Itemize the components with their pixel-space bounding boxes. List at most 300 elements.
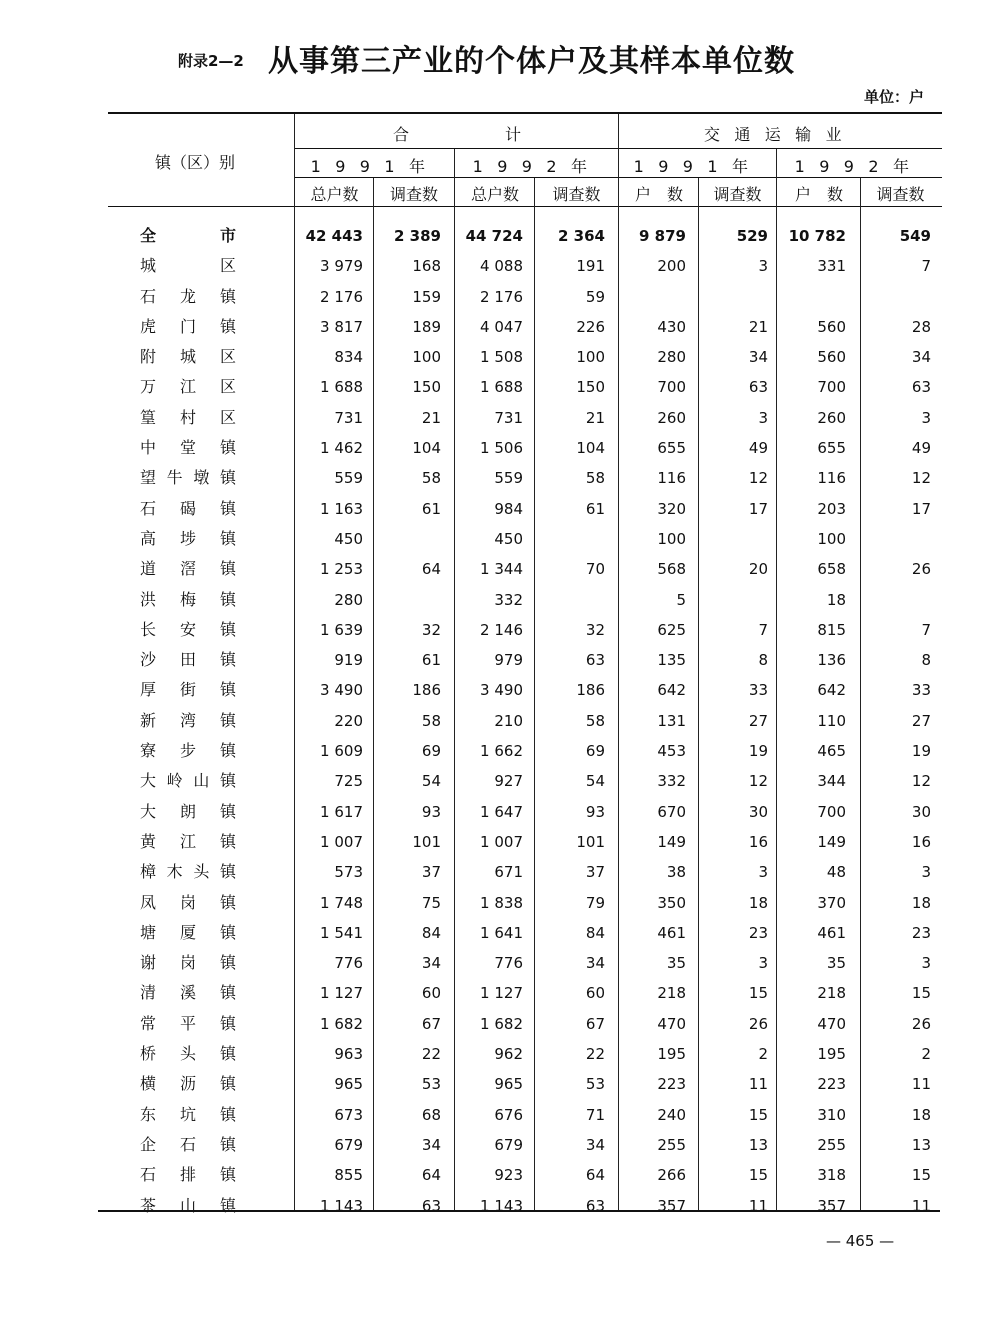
cell-s92: 70 bbox=[585, 560, 605, 579]
table-row bbox=[108, 1069, 940, 1099]
cell-h92: 700 bbox=[817, 802, 846, 821]
cell-v92: 2 bbox=[921, 1045, 931, 1064]
cell-s92: 37 bbox=[585, 863, 605, 882]
cell-v92: 16 bbox=[911, 832, 931, 851]
cell-s91: 69 bbox=[421, 742, 441, 761]
cell-s92: 2 364 bbox=[558, 227, 605, 245]
table-row bbox=[108, 766, 940, 796]
cell-h92: 48 bbox=[826, 863, 846, 882]
cell-h91: 35 bbox=[666, 954, 686, 973]
cell-h92: 100 bbox=[817, 529, 846, 548]
subheader-survey-1991: 调查数 bbox=[389, 185, 438, 204]
cell-s92: 191 bbox=[576, 257, 605, 276]
row-name: 大 岭 山 镇 bbox=[140, 771, 236, 791]
cell-h91: 260 bbox=[657, 408, 686, 427]
appendix-tag: 附录2—2 bbox=[178, 52, 244, 70]
year-header-total-1991: 1991年 bbox=[310, 157, 440, 176]
cell-h91: 700 bbox=[657, 378, 686, 397]
table-row bbox=[108, 888, 940, 918]
cell-v92: 7 bbox=[921, 257, 931, 276]
cell-v91: 3 bbox=[758, 257, 768, 276]
cell-v92: 12 bbox=[911, 772, 931, 791]
cell-h92: 465 bbox=[817, 742, 846, 761]
cell-t91: 1 682 bbox=[320, 1014, 363, 1033]
cell-v92: 17 bbox=[911, 499, 931, 518]
cell-s92: 32 bbox=[585, 620, 605, 639]
cell-t91: 1 748 bbox=[320, 893, 363, 912]
table-row bbox=[108, 554, 940, 584]
cell-v92: 27 bbox=[911, 711, 931, 730]
cell-s91: 67 bbox=[421, 1014, 441, 1033]
table-row bbox=[108, 312, 940, 342]
cell-v92: 12 bbox=[911, 469, 931, 488]
cell-s91: 100 bbox=[412, 348, 441, 367]
cell-h91: 430 bbox=[657, 317, 686, 336]
row-name: 大 朗 镇 bbox=[140, 801, 236, 821]
cell-v92: 15 bbox=[911, 1166, 931, 1185]
table-row bbox=[108, 736, 940, 766]
table-row bbox=[108, 433, 940, 463]
cell-s92: 104 bbox=[576, 439, 605, 458]
cell-t91: 1 541 bbox=[320, 923, 363, 942]
cell-s91: 22 bbox=[421, 1045, 441, 1064]
cell-h92: 116 bbox=[817, 469, 846, 488]
cell-s91: 61 bbox=[421, 499, 441, 518]
row-name: 厚 街 镇 bbox=[140, 680, 236, 700]
cell-v91: 26 bbox=[748, 1014, 768, 1033]
cell-v92: 549 bbox=[899, 227, 931, 245]
cell-t91: 1 617 bbox=[320, 802, 363, 821]
cell-t92: 1 662 bbox=[480, 742, 523, 761]
cell-s92: 54 bbox=[585, 772, 605, 791]
cell-t92: 1 127 bbox=[480, 984, 523, 1003]
cell-t91: 559 bbox=[334, 469, 363, 488]
cell-t91: 3 817 bbox=[320, 317, 363, 336]
cell-t92: 4 088 bbox=[480, 257, 523, 276]
table-row bbox=[108, 1039, 940, 1069]
row-name: 常 平 镇 bbox=[140, 1013, 236, 1033]
cell-h92: 655 bbox=[817, 439, 846, 458]
cell-v91: 20 bbox=[748, 560, 768, 579]
table-row bbox=[108, 463, 940, 493]
cell-h91: 131 bbox=[657, 711, 686, 730]
cell-h92: 318 bbox=[817, 1166, 846, 1185]
cell-v92: 30 bbox=[911, 802, 931, 821]
row-name: 虎 门 镇 bbox=[140, 316, 236, 336]
row-name: 沙 田 镇 bbox=[140, 650, 236, 670]
cell-h91: 332 bbox=[657, 772, 686, 791]
cell-v92: 8 bbox=[921, 651, 931, 670]
cell-v91 bbox=[698, 282, 768, 312]
cell-h91: 116 bbox=[657, 469, 686, 488]
row-name: 黄 江 镇 bbox=[140, 831, 236, 851]
cell-h92: 331 bbox=[817, 257, 846, 276]
cell-v92 bbox=[861, 524, 931, 554]
row-name: 城 区 bbox=[140, 256, 236, 276]
cell-h91: 453 bbox=[657, 742, 686, 761]
cell-s92: 150 bbox=[576, 378, 605, 397]
cell-s91: 64 bbox=[421, 560, 441, 579]
row-name: 东 坑 镇 bbox=[140, 1104, 236, 1124]
cell-v92: 26 bbox=[911, 1014, 931, 1033]
cell-h92: 260 bbox=[817, 408, 846, 427]
cell-s91: 64 bbox=[421, 1166, 441, 1185]
cell-v91: 49 bbox=[748, 439, 768, 458]
cell-v91: 16 bbox=[748, 832, 768, 851]
cell-h91: 223 bbox=[657, 1075, 686, 1094]
cell-h91: 320 bbox=[657, 499, 686, 518]
cell-t92: 1 641 bbox=[480, 923, 523, 942]
cell-v91: 12 bbox=[748, 772, 768, 791]
cell-s91: 186 bbox=[412, 681, 441, 700]
cell-t91: 855 bbox=[334, 1166, 363, 1185]
cell-t91: 450 bbox=[334, 529, 363, 548]
row-name: 新 湾 镇 bbox=[140, 710, 236, 730]
row-name: 高 埗 镇 bbox=[140, 528, 236, 548]
cell-v91: 34 bbox=[748, 348, 768, 367]
cell-s92: 59 bbox=[585, 287, 605, 306]
cell-v91: 3 bbox=[758, 408, 768, 427]
cell-t92: 731 bbox=[494, 408, 523, 427]
cell-s91: 75 bbox=[421, 893, 441, 912]
cell-t91: 1 253 bbox=[320, 560, 363, 579]
cell-h92: 344 bbox=[817, 772, 846, 791]
cell-v91 bbox=[698, 524, 768, 554]
table-row bbox=[108, 857, 940, 887]
cell-h91: 218 bbox=[657, 984, 686, 1003]
cell-t92: 1 143 bbox=[480, 1196, 523, 1215]
cell-t92: 332 bbox=[494, 590, 523, 609]
cell-t91: 3 490 bbox=[320, 681, 363, 700]
row-name: 石 排 镇 bbox=[140, 1165, 236, 1185]
cell-t91: 673 bbox=[334, 1105, 363, 1124]
cell-s91: 53 bbox=[421, 1075, 441, 1094]
cell-t92: 965 bbox=[494, 1075, 523, 1094]
cell-t92: 1 688 bbox=[480, 378, 523, 397]
cell-s92: 100 bbox=[576, 348, 605, 367]
cell-v91: 529 bbox=[736, 227, 768, 245]
cell-v91: 11 bbox=[748, 1075, 768, 1094]
cell-s92: 93 bbox=[585, 802, 605, 821]
year-header-transport-1992: 1992年 bbox=[794, 157, 924, 176]
row-name: 篁 村 区 bbox=[140, 407, 236, 427]
row-name: 清 溪 镇 bbox=[140, 983, 236, 1003]
table-row bbox=[108, 251, 940, 281]
table-row bbox=[108, 494, 940, 524]
cell-h92: 223 bbox=[817, 1075, 846, 1094]
row-name: 望 牛 墩 镇 bbox=[140, 468, 236, 488]
cell-t91: 1 609 bbox=[320, 742, 363, 761]
cell-h92: 370 bbox=[817, 893, 846, 912]
cell-t91: 42 443 bbox=[305, 227, 363, 245]
cell-t92: 1 682 bbox=[480, 1014, 523, 1033]
cell-t91: 1 143 bbox=[320, 1196, 363, 1215]
cell-v92: 19 bbox=[911, 742, 931, 761]
cell-t92: 1 007 bbox=[480, 832, 523, 851]
cell-t91: 776 bbox=[334, 954, 363, 973]
row-name: 企 石 镇 bbox=[140, 1134, 236, 1154]
cell-s92: 226 bbox=[576, 317, 605, 336]
cell-v92: 15 bbox=[911, 984, 931, 1003]
cell-s92: 34 bbox=[585, 1135, 605, 1154]
cell-v92: 11 bbox=[911, 1196, 931, 1215]
cell-s91: 58 bbox=[421, 469, 441, 488]
cell-v92: 13 bbox=[911, 1135, 931, 1154]
cell-v91 bbox=[698, 585, 768, 615]
cell-t92: 962 bbox=[494, 1045, 523, 1064]
subheader-survey-transport-1992: 调查数 bbox=[876, 185, 925, 204]
cell-h92: 203 bbox=[817, 499, 846, 518]
cell-h91: 255 bbox=[657, 1135, 686, 1154]
cell-t92: 2 176 bbox=[480, 287, 523, 306]
cell-t91: 965 bbox=[334, 1075, 363, 1094]
cell-s91 bbox=[371, 585, 441, 615]
cell-t91: 573 bbox=[334, 863, 363, 882]
subheader-households-transport-1992: 户 数 bbox=[794, 185, 843, 204]
cell-s91: 34 bbox=[421, 954, 441, 973]
cell-h91: 655 bbox=[657, 439, 686, 458]
cell-v91: 3 bbox=[758, 954, 768, 973]
cell-v92 bbox=[861, 282, 931, 312]
cell-v91: 63 bbox=[748, 378, 768, 397]
cell-h91: 280 bbox=[657, 348, 686, 367]
row-name: 谢 岗 镇 bbox=[140, 953, 236, 973]
cell-h91: 670 bbox=[657, 802, 686, 821]
row-name: 樟 木 头 镇 bbox=[140, 862, 236, 882]
cell-t91: 1 688 bbox=[320, 378, 363, 397]
cell-t92: 1 506 bbox=[480, 439, 523, 458]
cell-s92 bbox=[535, 524, 605, 554]
cell-v91: 7 bbox=[758, 620, 768, 639]
cell-v92: 3 bbox=[921, 954, 931, 973]
cell-s91: 150 bbox=[412, 378, 441, 397]
cell-t91: 834 bbox=[334, 348, 363, 367]
row-name: 石 碣 镇 bbox=[140, 498, 236, 518]
cell-h92: 357 bbox=[817, 1196, 846, 1215]
cell-v91: 3 bbox=[758, 863, 768, 882]
cell-t91: 963 bbox=[334, 1045, 363, 1064]
cell-s91: 104 bbox=[412, 439, 441, 458]
cell-v91: 23 bbox=[748, 923, 768, 942]
table-row bbox=[108, 1100, 940, 1130]
cell-t91: 3 979 bbox=[320, 257, 363, 276]
cell-s92: 69 bbox=[585, 742, 605, 761]
cell-s91: 189 bbox=[412, 317, 441, 336]
group-header-transport: 交通运输业 bbox=[703, 125, 856, 144]
row-name: 茶 山 镇 bbox=[140, 1195, 236, 1215]
cell-h92: 110 bbox=[817, 711, 846, 730]
title-block bbox=[172, 34, 932, 82]
cell-s92: 79 bbox=[585, 893, 605, 912]
cell-s92: 21 bbox=[585, 408, 605, 427]
cell-s91: 159 bbox=[412, 287, 441, 306]
cell-v91: 15 bbox=[748, 984, 768, 1003]
cell-t92: 4 047 bbox=[480, 317, 523, 336]
cell-t92: 559 bbox=[494, 469, 523, 488]
cell-v92: 63 bbox=[911, 378, 931, 397]
cell-h91: 135 bbox=[657, 651, 686, 670]
subheader-survey-transport-1991: 调查数 bbox=[713, 185, 762, 204]
cell-t91: 1 007 bbox=[320, 832, 363, 851]
cell-s92: 58 bbox=[585, 711, 605, 730]
cell-h91: 5 bbox=[676, 590, 686, 609]
cell-s92: 60 bbox=[585, 984, 605, 1003]
cell-h92: 461 bbox=[817, 923, 846, 942]
row-name: 寮 步 镇 bbox=[140, 741, 236, 761]
page-title: 从事第三产业的个体户及其样本单位数 bbox=[268, 44, 795, 79]
year-header-total-1992: 1992年 bbox=[472, 157, 602, 176]
cell-h92: 700 bbox=[817, 378, 846, 397]
cell-s91: 60 bbox=[421, 984, 441, 1003]
table-row bbox=[108, 978, 940, 1008]
cell-v92: 23 bbox=[911, 923, 931, 942]
cell-h91: 195 bbox=[657, 1045, 686, 1064]
group-header-total: 合 计 bbox=[392, 125, 521, 144]
cell-v92: 28 bbox=[911, 317, 931, 336]
cell-t91: 1 163 bbox=[320, 499, 363, 518]
cell-h92: 658 bbox=[817, 560, 846, 579]
cell-s91: 37 bbox=[421, 863, 441, 882]
cell-s91: 34 bbox=[421, 1135, 441, 1154]
cell-t91: 280 bbox=[334, 590, 363, 609]
cell-t92: 776 bbox=[494, 954, 523, 973]
cell-h92: 310 bbox=[817, 1105, 846, 1124]
cell-h92: 560 bbox=[817, 317, 846, 336]
cell-v91: 18 bbox=[748, 893, 768, 912]
table-row bbox=[108, 585, 940, 615]
cell-t92: 676 bbox=[494, 1105, 523, 1124]
table-row bbox=[108, 948, 940, 978]
cell-h92: 255 bbox=[817, 1135, 846, 1154]
cell-t92: 923 bbox=[494, 1166, 523, 1185]
cell-h92: 642 bbox=[817, 681, 846, 700]
cell-v91: 27 bbox=[748, 711, 768, 730]
cell-t91: 1 639 bbox=[320, 620, 363, 639]
table-row bbox=[108, 797, 940, 827]
cell-h91: 350 bbox=[657, 893, 686, 912]
cell-v92: 3 bbox=[921, 863, 931, 882]
cell-v92: 7 bbox=[921, 620, 931, 639]
cell-t92: 671 bbox=[494, 863, 523, 882]
cell-v92: 49 bbox=[911, 439, 931, 458]
cell-h91: 470 bbox=[657, 1014, 686, 1033]
row-name: 塘 厦 镇 bbox=[140, 922, 236, 942]
table-row bbox=[108, 524, 940, 554]
table-row bbox=[108, 615, 940, 645]
table-row bbox=[108, 372, 940, 402]
cell-v91: 12 bbox=[748, 469, 768, 488]
cell-v91: 15 bbox=[748, 1105, 768, 1124]
cell-h91: 38 bbox=[666, 863, 686, 882]
cell-v91: 11 bbox=[748, 1196, 768, 1215]
cell-v92: 18 bbox=[911, 1105, 931, 1124]
table-body bbox=[108, 221, 940, 1221]
cell-h92: 195 bbox=[817, 1045, 846, 1064]
cell-t92: 1 647 bbox=[480, 802, 523, 821]
cell-h91: 642 bbox=[657, 681, 686, 700]
table-row bbox=[108, 827, 940, 857]
row-name: 道 滘 镇 bbox=[140, 559, 236, 579]
cell-h91 bbox=[616, 282, 686, 312]
cell-s92: 58 bbox=[585, 469, 605, 488]
cell-v91: 17 bbox=[748, 499, 768, 518]
row-name: 全 市 bbox=[140, 226, 236, 245]
cell-s91: 54 bbox=[421, 772, 441, 791]
table-row bbox=[108, 1191, 940, 1221]
cell-t91: 1 462 bbox=[320, 439, 363, 458]
table-row bbox=[108, 918, 940, 948]
table-row bbox=[108, 282, 940, 312]
cell-t92: 1 838 bbox=[480, 893, 523, 912]
row-header-label: 镇（区）别 bbox=[154, 153, 235, 172]
row-name: 中 堂 镇 bbox=[140, 438, 236, 458]
cell-h92: 815 bbox=[817, 620, 846, 639]
cell-s92: 71 bbox=[585, 1105, 605, 1124]
table-row bbox=[108, 403, 940, 433]
cell-s92: 84 bbox=[585, 923, 605, 942]
cell-t92: 3 490 bbox=[480, 681, 523, 700]
cell-s91: 21 bbox=[421, 408, 441, 427]
table-row bbox=[108, 706, 940, 736]
cell-s92: 63 bbox=[585, 1196, 605, 1215]
cell-v91: 2 bbox=[758, 1045, 768, 1064]
page-number: — 465 — bbox=[826, 1232, 895, 1250]
cell-v91: 19 bbox=[748, 742, 768, 761]
cell-s91: 32 bbox=[421, 620, 441, 639]
table-row bbox=[108, 1009, 940, 1039]
cell-t92: 450 bbox=[494, 529, 523, 548]
cell-v91: 30 bbox=[748, 802, 768, 821]
cell-h91: 568 bbox=[657, 560, 686, 579]
cell-v92: 3 bbox=[921, 408, 931, 427]
cell-h91: 100 bbox=[657, 529, 686, 548]
cell-t91: 679 bbox=[334, 1135, 363, 1154]
cell-s91: 58 bbox=[421, 711, 441, 730]
cell-h91: 461 bbox=[657, 923, 686, 942]
cell-v91: 21 bbox=[748, 317, 768, 336]
table-row bbox=[108, 645, 940, 675]
cell-s91: 101 bbox=[412, 832, 441, 851]
cell-t91: 1 127 bbox=[320, 984, 363, 1003]
cell-s92: 67 bbox=[585, 1014, 605, 1033]
cell-h92: 18 bbox=[826, 590, 846, 609]
cell-s92: 34 bbox=[585, 954, 605, 973]
cell-t92: 2 146 bbox=[480, 620, 523, 639]
table-row-total bbox=[108, 221, 940, 251]
cell-s91: 63 bbox=[421, 1196, 441, 1215]
cell-t91: 725 bbox=[334, 772, 363, 791]
cell-t92: 210 bbox=[494, 711, 523, 730]
cell-h91: 357 bbox=[657, 1196, 686, 1215]
cell-s92: 53 bbox=[585, 1075, 605, 1094]
year-header-transport-1991: 1991年 bbox=[633, 157, 763, 176]
cell-v91: 15 bbox=[748, 1166, 768, 1185]
cell-s91 bbox=[371, 524, 441, 554]
cell-h92: 35 bbox=[826, 954, 846, 973]
cell-t92: 1 344 bbox=[480, 560, 523, 579]
cell-v92: 33 bbox=[911, 681, 931, 700]
cell-v91: 8 bbox=[758, 651, 768, 670]
subheader-survey-1992: 调查数 bbox=[552, 185, 601, 204]
cell-s91: 68 bbox=[421, 1105, 441, 1124]
cell-t91: 919 bbox=[334, 651, 363, 670]
table-row bbox=[108, 342, 940, 372]
table-row bbox=[108, 1160, 940, 1190]
cell-s92: 64 bbox=[585, 1166, 605, 1185]
cell-t92: 984 bbox=[494, 499, 523, 518]
cell-v91: 13 bbox=[748, 1135, 768, 1154]
cell-s92: 22 bbox=[585, 1045, 605, 1064]
